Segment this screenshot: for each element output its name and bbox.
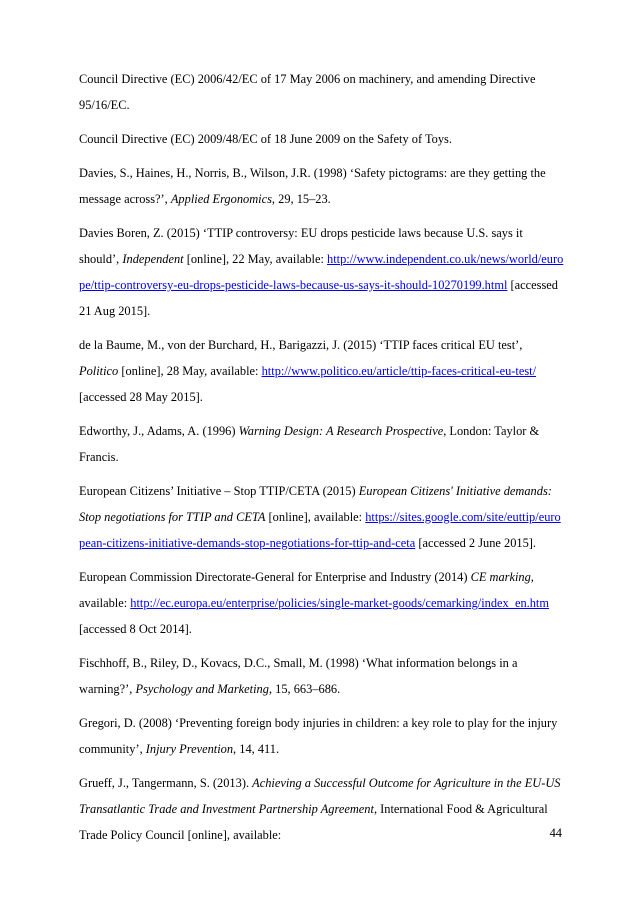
reference-text: [accessed 21 Aug 2015]. xyxy=(79,278,558,318)
reference-title-italic: Psychology and Marketing xyxy=(135,682,269,696)
reference-title-italic: Injury Prevention xyxy=(145,742,234,756)
reference-text: Gregori, D. (2008) ‘Preventing foreign body injuries in children: a key role to play for the injury community’, xyxy=(79,716,558,756)
reference-text: [accessed 8 Oct 2014]. xyxy=(79,622,192,636)
reference-url-link[interactable]: http://ec.europa.eu/enterprise/policies/single-market-goods/cemarking/index_en.htm xyxy=(130,596,550,610)
reference-entry xyxy=(79,160,564,212)
reference-text: Council Directive (EC) 2009/48/EC of 18 June 2009 on the Safety of Toys. xyxy=(79,132,452,146)
reference-title-italic: Politico xyxy=(79,364,119,378)
reference-title-italic: Achieving a Successful Outcome for Agriculture in the EU-US Transatlantic Trade and Investment Partnership Agreement xyxy=(79,776,561,816)
reference-entry xyxy=(79,66,564,118)
reference-entry xyxy=(79,770,564,848)
reference-text: [accessed 28 May 2015]. xyxy=(79,390,203,404)
reference-text: , 15, 663–686. xyxy=(268,682,341,696)
reference-title-italic: Independent xyxy=(122,252,184,266)
reference-entry xyxy=(79,564,564,642)
reference-text: [accessed 2 June 2015]. xyxy=(415,536,537,550)
reference-entry xyxy=(79,220,564,324)
reference-text: , 14, 411. xyxy=(233,742,280,756)
reference-text: [online], 22 May, available: xyxy=(183,252,327,266)
reference-entry xyxy=(79,478,564,556)
reference-text: European Commission Directorate-General for Enterprise and Industry (2014) xyxy=(79,570,471,584)
reference-title-italic: Warning Design: A Research Prospective xyxy=(238,424,444,438)
reference-text: Grueff, J., Tangermann, S. (2013). xyxy=(79,776,253,790)
reference-url-link[interactable]: http://www.independent.co.uk/news/world/europe/ttip-controversy-eu-drops-pesticide-laws-because-us-says-it-should-10270199.html xyxy=(79,252,564,292)
reference-text: [online], available: xyxy=(265,510,366,524)
reference-text: [online], 28 May, available: xyxy=(118,364,262,378)
reference-text: , International Food & Agricultural Trade Policy Council [online], available: xyxy=(79,802,548,842)
reference-url-link[interactable]: http://www.politico.eu/article/ttip-faces-critical-eu-test/ xyxy=(261,364,537,378)
reference-entry xyxy=(79,418,564,470)
reference-text: , London: Taylor & Francis. xyxy=(79,424,540,464)
reference-entry xyxy=(79,332,564,410)
reference-title-italic: Applied Ergonomics xyxy=(170,192,272,206)
reference-text: de la Baume, M., von der Burchard, H., Barigazzi, J. (2015) ‘TTIP faces critical EU test’, xyxy=(79,338,523,352)
reference-text: Davies, S., Haines, H., Norris, B., Wilson, J.R. (1998) ‘Safety pictograms: are they getting the message across?’, xyxy=(79,166,546,206)
reference-text: Edworthy, J., Adams, A. (1996) xyxy=(79,424,239,438)
reference-text: European Citizens’ Initiative – Stop TTIP/CETA (2015) xyxy=(79,484,359,498)
reference-title-italic: European Citizens' Initiative demands: Stop negotiations for TTIP and CETA xyxy=(79,484,552,524)
reference-entry xyxy=(79,650,564,702)
reference-list xyxy=(79,66,564,848)
reference-text: Council Directive (EC) 2006/42/EC of 17 May 2006 on machinery, and amending Directive 95/16/EC. xyxy=(79,72,536,112)
reference-text: Davies Boren, Z. (2015) ‘TTIP controversy: EU drops pesticide laws because U.S. says it should’, xyxy=(79,226,523,266)
reference-text: Fischhoff, B., Riley, D., Kovacs, D.C., Small, M. (1998) ‘What information belongs in a warning?’, xyxy=(79,656,518,696)
reference-entry xyxy=(79,126,564,152)
reference-url-link[interactable]: https://sites.google.com/site/euttip/european-citizens-initiative-demands-stop-negotiations-for-ttip-and-ceta xyxy=(79,510,561,550)
page-number: 44 xyxy=(549,826,562,840)
reference-text: , 29, 15–23. xyxy=(271,192,331,206)
reference-text: , available: xyxy=(79,570,534,610)
reference-entry xyxy=(79,710,564,762)
reference-title-italic: CE marking xyxy=(470,570,531,584)
